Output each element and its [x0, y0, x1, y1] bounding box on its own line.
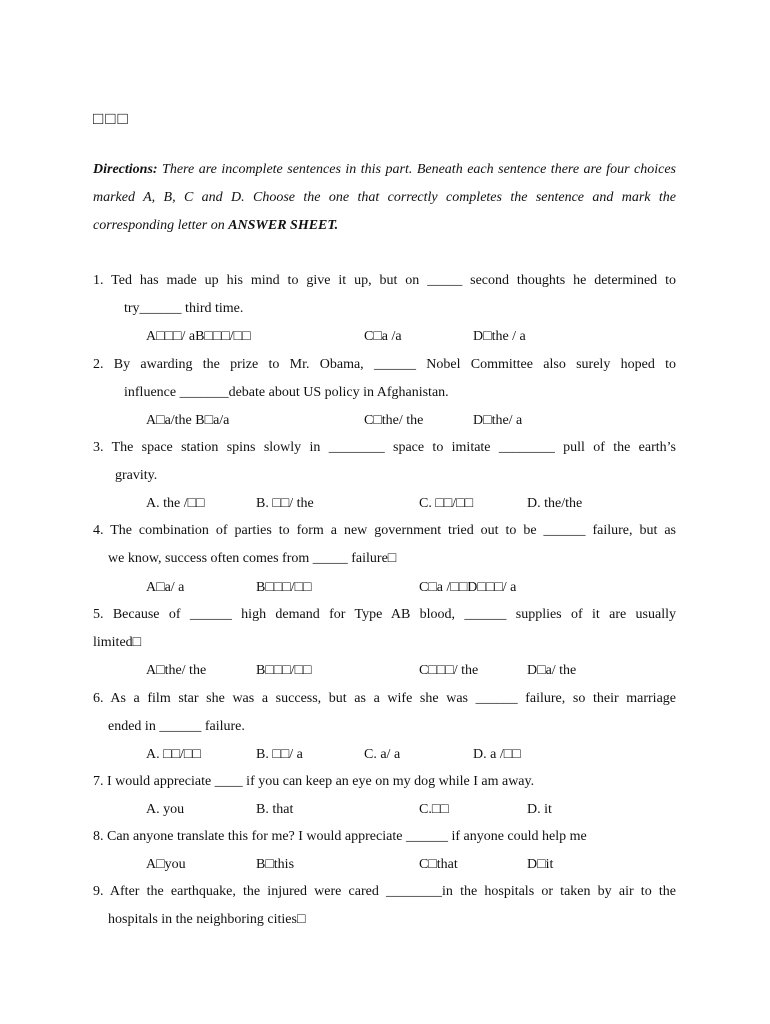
- question-8-options: [93, 851, 676, 879]
- section-heading: □□□: [93, 109, 130, 128]
- option-a[interactable]: A□the/ the: [146, 663, 207, 678]
- question-2-options: [93, 407, 676, 435]
- option-b[interactable]: B. that: [256, 802, 294, 817]
- option-c[interactable]: C. □□/□□: [419, 496, 474, 511]
- option-c[interactable]: C. a/ a: [364, 747, 401, 762]
- question-3: [93, 434, 676, 490]
- question-7: [93, 768, 676, 796]
- question-8: [93, 823, 676, 851]
- question-1-options: [93, 323, 676, 351]
- question-text: 1. Ted has made up his mind to give it up, but on _____ second thoughts he determined to: [93, 273, 676, 288]
- option-c[interactable]: C□a /a: [364, 329, 402, 344]
- question-6: [93, 685, 676, 741]
- question-text-continued: influence _______debate about US policy in Afghanistan.: [124, 385, 449, 400]
- question-text-continued: gravity.: [115, 468, 158, 483]
- question-text: 2. By awarding the prize to Mr. Obama, ______ Nobel Committee also surely hoped to: [93, 357, 676, 372]
- question-1: [93, 267, 676, 323]
- option-d[interactable]: D□the / a: [473, 329, 526, 344]
- question-7-options: [93, 796, 676, 824]
- question-text: 6. As a film star she was a success, but as a wife she was ______ failure, so their marriage: [93, 691, 676, 706]
- question-text: 8. Can anyone translate this for me? I would appreciate ______ if anyone could help me: [93, 829, 587, 844]
- option-c[interactable]: C□□□/ the: [419, 663, 479, 678]
- question-5-options: [93, 657, 676, 685]
- question-text: 5. Because of ______ high demand for Type AB blood, ______ supplies of it are usually: [93, 607, 676, 622]
- option-a[interactable]: A□you: [146, 857, 186, 872]
- option-c-d[interactable]: C□a /□□D□□□/ a: [419, 580, 517, 595]
- option-d[interactable]: D. it: [527, 802, 552, 817]
- option-d[interactable]: D. a /□□: [473, 747, 521, 762]
- option-c[interactable]: C.□□: [419, 802, 449, 817]
- option-b[interactable]: B□□□/□□: [256, 663, 312, 678]
- option-a[interactable]: A□a/ a: [146, 580, 185, 595]
- option-d[interactable]: D□it: [527, 857, 554, 872]
- option-a[interactable]: A. you: [146, 802, 185, 817]
- option-b[interactable]: B. □□/ the: [256, 496, 314, 511]
- question-text: 9. After the earthquake, the injured were cared ________in the hospitals or taken by air to the: [93, 884, 676, 899]
- question-3-options: [93, 490, 676, 518]
- option-b[interactable]: B□this: [256, 857, 295, 872]
- question-text-continued: try______ third time.: [124, 301, 244, 316]
- question-text: 3. The space station spins slowly in ________ space to imitate ________ pull of the earth’s: [93, 440, 676, 455]
- option-c[interactable]: C□that: [419, 857, 458, 872]
- question-5: [93, 601, 676, 657]
- question-text-continued: we know, success often comes from _____ failure□: [108, 551, 397, 566]
- question-2: [93, 351, 676, 407]
- question-6-options: [93, 741, 676, 769]
- option-c[interactable]: C□the/ the: [364, 413, 424, 428]
- option-d[interactable]: D□the/ a: [473, 413, 523, 428]
- option-d[interactable]: D□a/ the: [527, 663, 577, 678]
- option-b[interactable]: B□□□/□□: [256, 580, 312, 595]
- question-text: 4. The combination of parties to form a new government tried out to be ______ failure, but as: [93, 523, 676, 538]
- question-4: [93, 517, 676, 573]
- question-4-options: [93, 574, 676, 602]
- option-a[interactable]: A. □□/□□: [146, 747, 201, 762]
- option-d[interactable]: D. the/the: [527, 496, 583, 511]
- question-text-continued: limited□: [93, 635, 142, 650]
- directions-paragraph: [93, 156, 676, 240]
- directions-label: Directions:: [93, 162, 158, 177]
- question-9: [93, 878, 676, 934]
- answer-sheet-emphasis: ANSWER SHEET.: [228, 218, 339, 233]
- question-text: 7. I would appreciate ____ if you can keep an eye on my dog while I am away.: [93, 774, 535, 789]
- option-a-b[interactable]: A□a/the B□a/a: [146, 413, 230, 428]
- question-text-continued: ended in ______ failure.: [108, 719, 245, 734]
- option-a[interactable]: A□□□/ aB□□□/□□: [146, 329, 251, 344]
- option-a[interactable]: A. the /□□: [146, 496, 205, 511]
- option-b[interactable]: B. □□/ a: [256, 747, 303, 762]
- question-text-continued: hospitals in the neighboring cities□: [108, 912, 306, 927]
- directions-text: There are incomplete sentences in this part. Beneath each sentence there are four choices marked A, B, C and D. Choose the one that correctly completes the sentence and mark the corresponding letter on: [93, 162, 676, 233]
